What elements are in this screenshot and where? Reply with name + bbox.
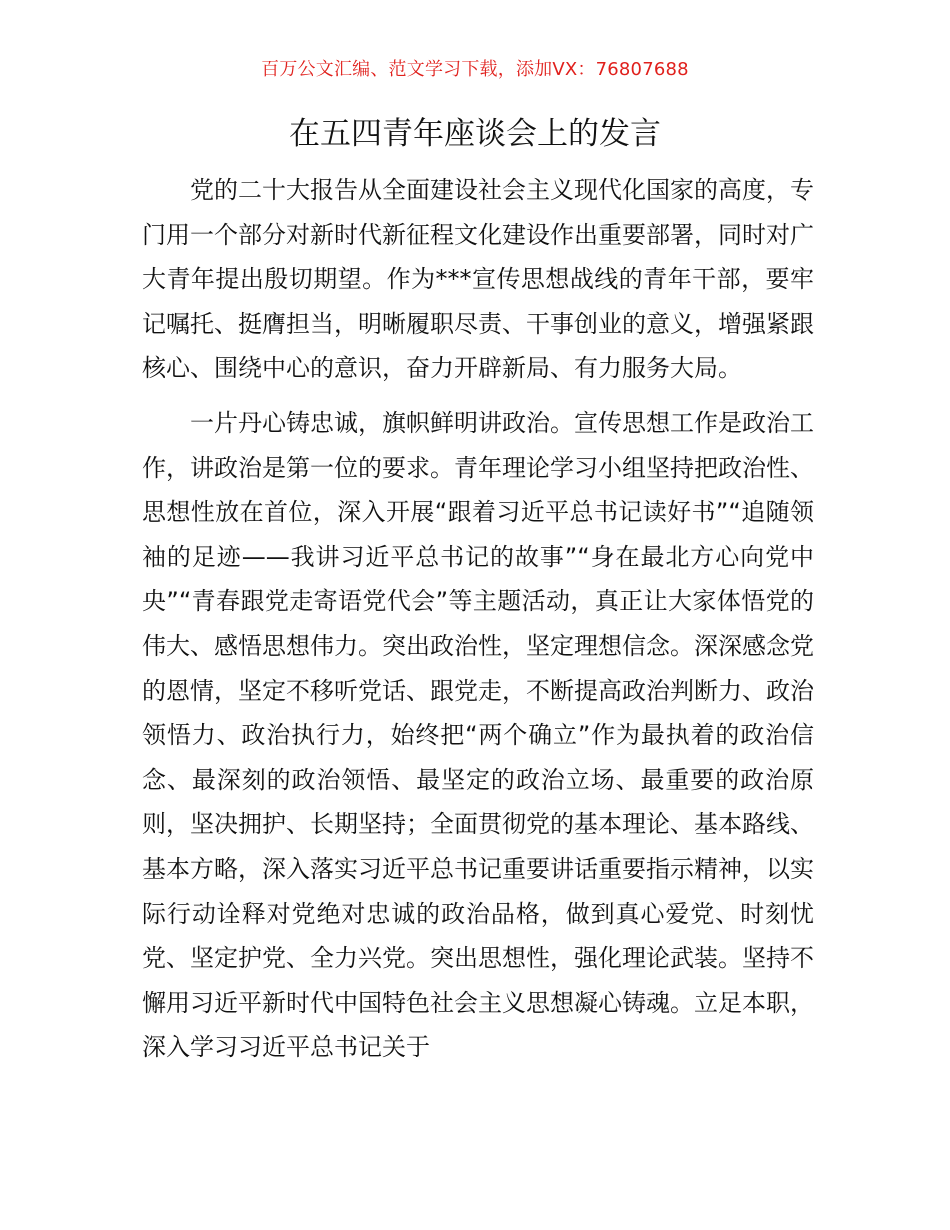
paragraph-2: 一片丹心铸忠诚，旗帜鲜明讲政治。宣传思想工作是政治工作，讲政治是第一位的要求。青年理论学习小组坚持把政治性、思想性放在首位，深入开展“跟着习近平总书记读好书”“追随领袖的足迹——我讲习近平总书记的故事”“身在最北方心向党中央”“青春跟党走寄语党代会”等主题活动，真正让大家体悟党的伟大、感悟思想伟力。突出政治性，坚定理想信念。深深感念党的恩情，坚定不移听党话、跟党走，不断提高政治判断力、政治领悟力、政治执行力，始终把“两个确立”作为最执着的政治信念、最深刻的政治领悟、最坚定的政治立场、最重要的政治原则，坚决拥护、长期坚持；全面贯彻党的基本理论、基本路线、基本方略，深入落实习近平总书记重要讲话重要指示精神，以实际行动诠释对党绝对忠诚的政治品格，做到真心爱党、时刻忧党、坚定护党、全力兴党。突出思想性，强化理论武装。坚持不懈用习近平新时代中国特色社会主义思想凝心铸魂。立足本职，深入学习习近平总书记关于 [142,408,814,1062]
document-body [142,168,814,1070]
document-title: 在五四青年座谈会上的发言 [289,116,661,152]
paragraph-1: 党的二十大报告从全面建设社会主义现代化国家的高度，专门用一个部分对新时代新征程文化建设作出重要部署，同时对广大青年提出殷切期望。作为***宣传思想战线的青年干部，要牢记嘱托、挺膺担当，明晰履职尽责、干事创业的意义，增强紧跟核心、围绕中心的意识，奋力开辟新局、有力服务大局。 [142,176,814,383]
header-note: 百万公文汇编、范文学习下载，添加VX：76807688 [261,59,689,80]
